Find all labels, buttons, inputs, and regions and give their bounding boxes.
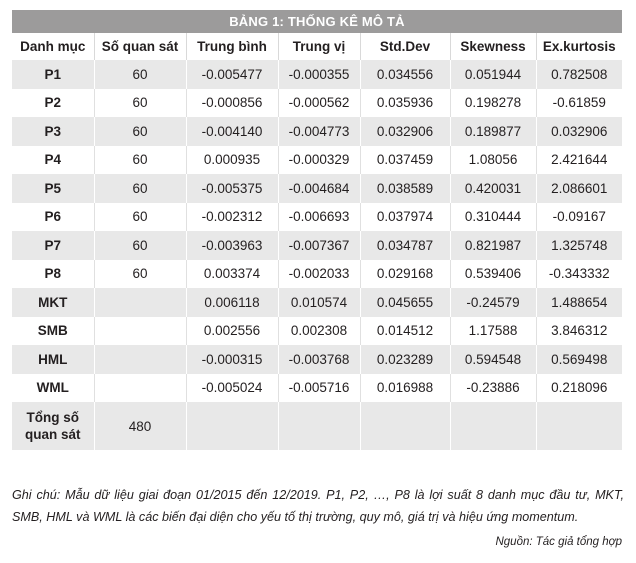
row-label: HML xyxy=(12,345,94,374)
table-cell: -0.004684 xyxy=(278,174,360,203)
table-cell: -0.000329 xyxy=(278,146,360,175)
column-header: Skewness xyxy=(450,33,536,60)
table-row xyxy=(12,203,622,232)
descriptive-stats-table xyxy=(12,33,622,450)
table-cell: 0.420031 xyxy=(450,174,536,203)
table-cell: 60 xyxy=(94,231,186,260)
table-cell: 0.569498 xyxy=(536,345,622,374)
table-cell: -0.003963 xyxy=(186,231,278,260)
table-title: BẢNG 1: THỐNG KÊ MÔ TẢ xyxy=(12,10,622,33)
table-cell: -0.000856 xyxy=(186,89,278,118)
table-cell: -0.003768 xyxy=(278,345,360,374)
table-cell: 0.032906 xyxy=(360,117,450,146)
table-cell: 0.002556 xyxy=(186,317,278,346)
table-cell: 60 xyxy=(94,89,186,118)
table-cell: 0.016988 xyxy=(360,374,450,403)
table-cell: -0.004773 xyxy=(278,117,360,146)
table-cell: 60 xyxy=(94,60,186,89)
table-cell: 0.198278 xyxy=(450,89,536,118)
total-count: 480 xyxy=(94,402,186,450)
table-row xyxy=(12,374,622,403)
table-cell: -0.005375 xyxy=(186,174,278,203)
table-row xyxy=(12,260,622,289)
table-cell xyxy=(94,317,186,346)
row-label: P5 xyxy=(12,174,94,203)
source-note: Nguồn: Tác giả tổng hợp xyxy=(495,536,622,548)
row-label: SMB xyxy=(12,317,94,346)
empty-cell xyxy=(186,402,278,450)
table-cell: 0.034787 xyxy=(360,231,450,260)
table-cell: 0.594548 xyxy=(450,345,536,374)
table-row xyxy=(12,345,622,374)
table-cell: 0.782508 xyxy=(536,60,622,89)
row-label: MKT xyxy=(12,288,94,317)
table-cell: -0.23886 xyxy=(450,374,536,403)
table-cell: 1.488654 xyxy=(536,288,622,317)
stats-table-container xyxy=(12,10,622,450)
table-cell: 60 xyxy=(94,146,186,175)
table-row xyxy=(12,231,622,260)
table-cell: 1.325748 xyxy=(536,231,622,260)
table-row xyxy=(12,174,622,203)
empty-cell xyxy=(360,402,450,450)
table-cell: 1.17588 xyxy=(450,317,536,346)
row-label: WML xyxy=(12,374,94,403)
empty-cell xyxy=(536,402,622,450)
row-label: P6 xyxy=(12,203,94,232)
table-cell: 0.023289 xyxy=(360,345,450,374)
table-cell: 2.086601 xyxy=(536,174,622,203)
table-cell: 0.014512 xyxy=(360,317,450,346)
header-row xyxy=(12,33,622,60)
table-cell xyxy=(94,374,186,403)
table-row xyxy=(12,146,622,175)
table-row xyxy=(12,60,622,89)
table-cell: 0.032906 xyxy=(536,117,622,146)
table-cell: -0.61859 xyxy=(536,89,622,118)
table-cell: 0.045655 xyxy=(360,288,450,317)
table-cell xyxy=(94,288,186,317)
row-label: P4 xyxy=(12,146,94,175)
table-note: Ghi chú: Mẫu dữ liệu giai đoạn 01/2015 đến 12/2019. P1, P2, …, P8 là lợi suất 8 danh mục đầu tư, MKT, SMB, HML và WML là các biến đại diện cho yếu tố thị trường, quy mô, giá trị và hiệu ứng momentum. xyxy=(12,488,624,524)
column-header: Trung bình xyxy=(186,33,278,60)
table-cell: 0.038589 xyxy=(360,174,450,203)
table-cell: 0.010574 xyxy=(278,288,360,317)
table-cell: -0.002312 xyxy=(186,203,278,232)
row-label: P7 xyxy=(12,231,94,260)
column-header: Số quan sát xyxy=(94,33,186,60)
column-header: Std.Dev xyxy=(360,33,450,60)
table-body xyxy=(12,60,622,450)
table-cell: 60 xyxy=(94,203,186,232)
column-header: Ex.kurtosis xyxy=(536,33,622,60)
table-cell: -0.002033 xyxy=(278,260,360,289)
table-cell: 60 xyxy=(94,174,186,203)
table-cell: -0.005024 xyxy=(186,374,278,403)
column-header: Trung vị xyxy=(278,33,360,60)
table-cell: 0.003374 xyxy=(186,260,278,289)
table-row xyxy=(12,317,622,346)
table-cell: 0.821987 xyxy=(450,231,536,260)
total-label xyxy=(12,402,94,450)
table-cell: 60 xyxy=(94,117,186,146)
table-cell: 1.08056 xyxy=(450,146,536,175)
table-cell: 0.029168 xyxy=(360,260,450,289)
table-cell: -0.000562 xyxy=(278,89,360,118)
table-cell: 2.421644 xyxy=(536,146,622,175)
table-cell: 0.189877 xyxy=(450,117,536,146)
table-cell: 0.310444 xyxy=(450,203,536,232)
table-row xyxy=(12,117,622,146)
column-header: Danh mục xyxy=(12,33,94,60)
table-cell: 0.034556 xyxy=(360,60,450,89)
table-cell: -0.005716 xyxy=(278,374,360,403)
empty-cell xyxy=(278,402,360,450)
empty-cell xyxy=(450,402,536,450)
table-cell: 0.006118 xyxy=(186,288,278,317)
table-row xyxy=(12,288,622,317)
row-label: P3 xyxy=(12,117,94,146)
row-label: P8 xyxy=(12,260,94,289)
table-cell: -0.09167 xyxy=(536,203,622,232)
row-label: P1 xyxy=(12,60,94,89)
table-cell: 0.539406 xyxy=(450,260,536,289)
table-cell: 0.002308 xyxy=(278,317,360,346)
row-label: P2 xyxy=(12,89,94,118)
table-cell: 0.051944 xyxy=(450,60,536,89)
table-cell: 60 xyxy=(94,260,186,289)
table-cell: -0.000355 xyxy=(278,60,360,89)
table-cell: 0.035936 xyxy=(360,89,450,118)
total-row xyxy=(12,402,622,450)
table-cell: -0.007367 xyxy=(278,231,360,260)
table-cell: -0.006693 xyxy=(278,203,360,232)
table-cell: -0.343332 xyxy=(536,260,622,289)
table-row xyxy=(12,89,622,118)
table-cell: -0.24579 xyxy=(450,288,536,317)
total-label-line2: quan sát xyxy=(24,427,81,442)
table-cell: -0.005477 xyxy=(186,60,278,89)
table-cell: -0.004140 xyxy=(186,117,278,146)
table-cell: 0.037459 xyxy=(360,146,450,175)
table-cell: 0.218096 xyxy=(536,374,622,403)
table-cell: 0.037974 xyxy=(360,203,450,232)
total-label-line1: Tổng số xyxy=(26,410,79,425)
table-cell: -0.000315 xyxy=(186,345,278,374)
table-cell: 3.846312 xyxy=(536,317,622,346)
table-cell: 0.000935 xyxy=(186,146,278,175)
table-cell xyxy=(94,345,186,374)
